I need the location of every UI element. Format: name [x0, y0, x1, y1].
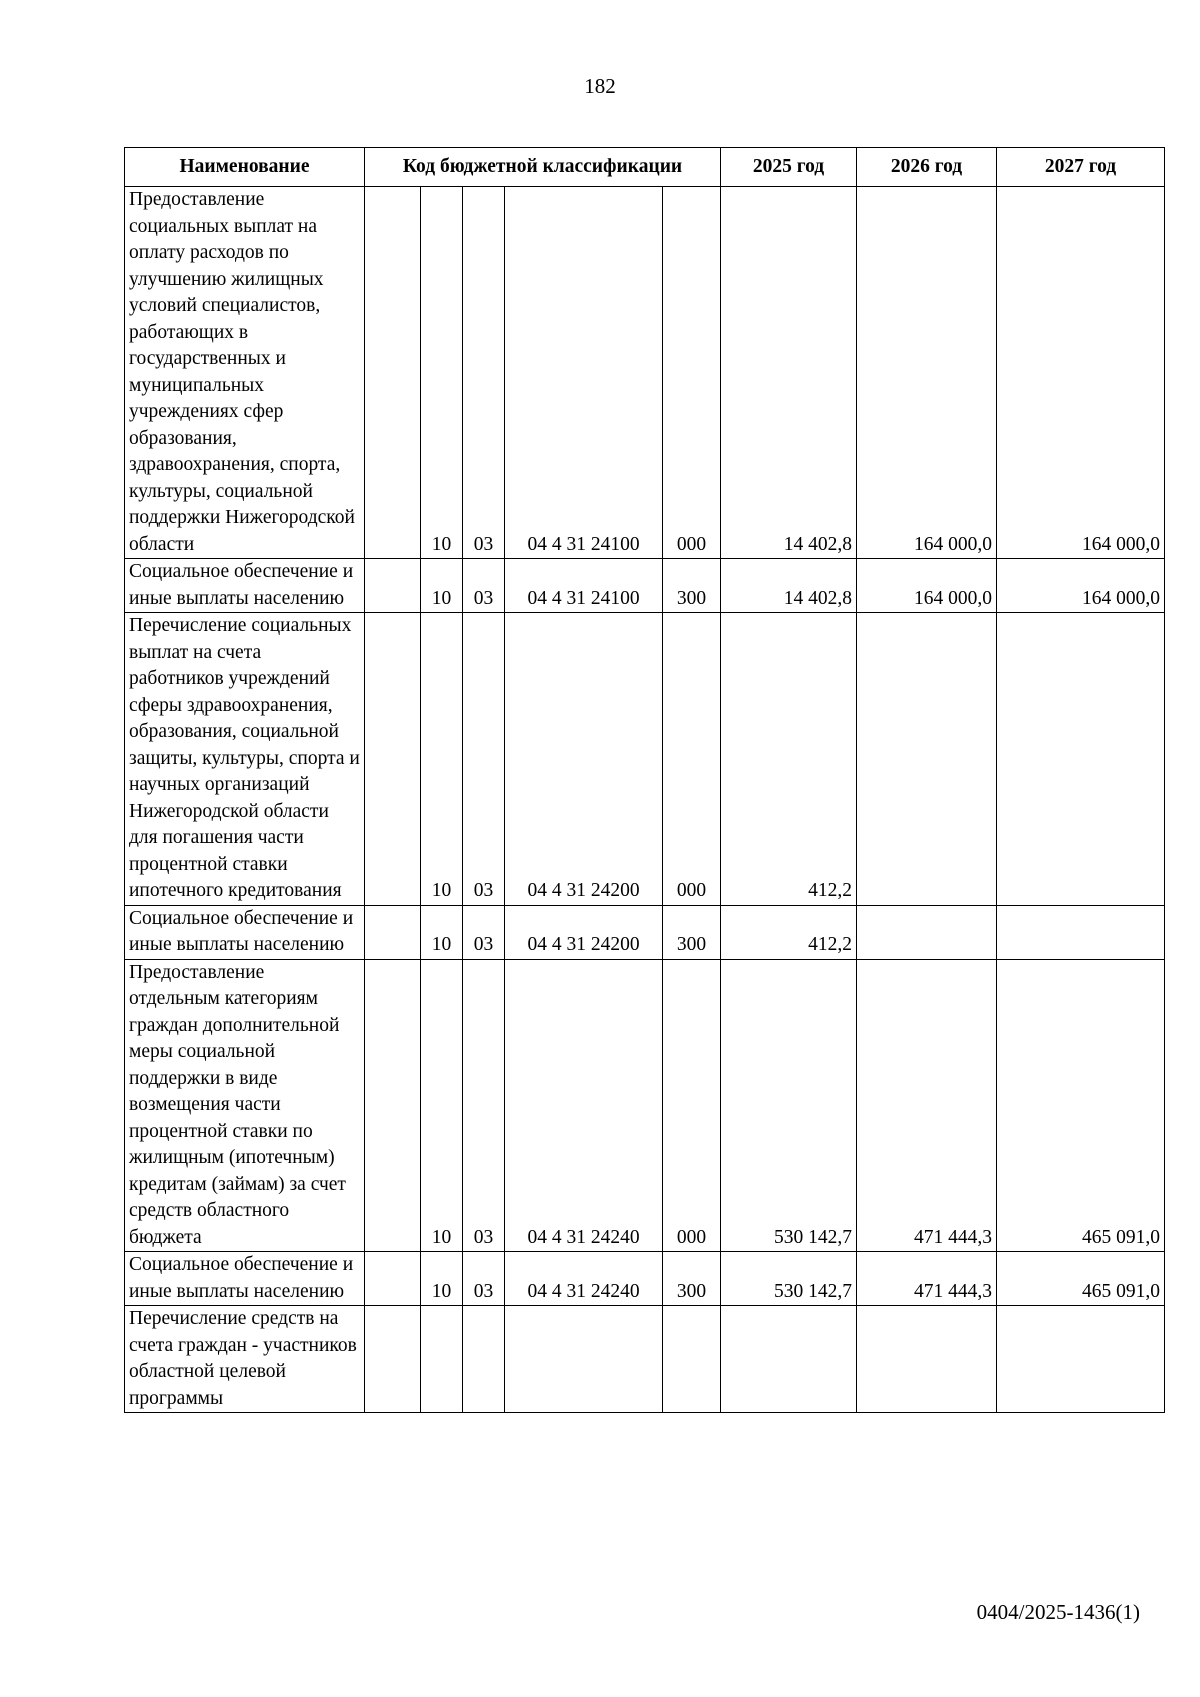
- value-2025: 14 402,8: [721, 187, 857, 559]
- row-name: Социальное обеспечение и иные выплаты населению: [125, 1252, 365, 1306]
- value-2027: [997, 613, 1165, 906]
- table-row: [125, 1306, 1165, 1413]
- code-expense-type: 300: [663, 1252, 721, 1306]
- value-2026: 471 444,3: [857, 1252, 997, 1306]
- code-section: 10: [421, 959, 463, 1252]
- value-2027: 164 000,0: [997, 559, 1165, 613]
- row-name: Социальное обеспечение и иные выплаты населению: [125, 559, 365, 613]
- code-target-article: 04 4 31 24100: [505, 187, 663, 559]
- code-section: 10: [421, 905, 463, 959]
- value-2027: 465 091,0: [997, 959, 1165, 1252]
- document-code: 0404/2025-1436(1): [976, 1600, 1140, 1624]
- table-row: [125, 559, 1165, 613]
- table-header-row: [125, 148, 1165, 187]
- code-section: 10: [421, 559, 463, 613]
- value-2025: 14 402,8: [721, 559, 857, 613]
- row-name: Предоставление социальных выплат на оплату расходов по улучшению жилищных условий специалистов, работающих в государственных и муниципальных учреждениях сфер образования, здравоохранения, спорта, культуры, социальной поддержки Нижегородской области: [125, 187, 365, 559]
- code-target-article: 04 4 31 24240: [505, 959, 663, 1252]
- code-part-1: [365, 613, 421, 906]
- row-name: Перечисление социальных выплат на счета работников учреждений сферы здравоохранения, образования, социальной защиты, культуры, спорта и научных организаций Нижегородской области для погашения части процентной ставки ипотечного кредитования: [125, 613, 365, 906]
- code-expense-type: 300: [663, 905, 721, 959]
- value-2025: 530 142,7: [721, 1252, 857, 1306]
- value-2026: [857, 1306, 997, 1413]
- code-subsection: [463, 1306, 505, 1413]
- table-row: [125, 613, 1165, 906]
- code-target-article: 04 4 31 24200: [505, 613, 663, 906]
- value-2026: 164 000,0: [857, 187, 997, 559]
- value-2026: 164 000,0: [857, 559, 997, 613]
- value-2026: [857, 613, 997, 906]
- header-2026: 2026 год: [857, 148, 997, 187]
- code-part-1: [365, 187, 421, 559]
- value-2027: 164 000,0: [997, 187, 1165, 559]
- code-section: [421, 1306, 463, 1413]
- row-name: Социальное обеспечение и иные выплаты населению: [125, 905, 365, 959]
- code-expense-type: 300: [663, 559, 721, 613]
- code-subsection: 03: [463, 187, 505, 559]
- header-code: Код бюджетной классификации: [365, 148, 721, 187]
- code-part-1: [365, 559, 421, 613]
- code-part-1: [365, 1306, 421, 1413]
- table-row: [125, 959, 1165, 1252]
- code-target-article: [505, 1306, 663, 1413]
- table-row: [125, 187, 1165, 559]
- code-part-1: [365, 959, 421, 1252]
- value-2026: 471 444,3: [857, 959, 997, 1252]
- code-expense-type: [663, 1306, 721, 1413]
- table-row: [125, 905, 1165, 959]
- row-name: Предоставление отдельным категориям граждан дополнительной меры социальной поддержки в виде возмещения части процентной ставки по жилищным (ипотечным) кредитам (займам) за счет средств областного бюджета: [125, 959, 365, 1252]
- code-subsection: 03: [463, 905, 505, 959]
- table-row: [125, 1252, 1165, 1306]
- code-target-article: 04 4 31 24100: [505, 559, 663, 613]
- code-subsection: 03: [463, 613, 505, 906]
- code-section: 10: [421, 613, 463, 906]
- code-subsection: 03: [463, 559, 505, 613]
- budget-table: [124, 147, 1165, 1413]
- code-section: 10: [421, 187, 463, 559]
- header-name: Наименование: [125, 148, 365, 187]
- header-2027: 2027 год: [997, 148, 1165, 187]
- code-expense-type: 000: [663, 187, 721, 559]
- code-target-article: 04 4 31 24200: [505, 905, 663, 959]
- value-2027: [997, 905, 1165, 959]
- value-2026: [857, 905, 997, 959]
- row-name: Перечисление средств на счета граждан - участников областной целевой программы: [125, 1306, 365, 1413]
- header-2025: 2025 год: [721, 148, 857, 187]
- value-2025: 530 142,7: [721, 959, 857, 1252]
- code-expense-type: 000: [663, 613, 721, 906]
- code-part-1: [365, 1252, 421, 1306]
- value-2025: [721, 1306, 857, 1413]
- page-number: 182: [584, 74, 616, 98]
- value-2025: 412,2: [721, 905, 857, 959]
- code-section: 10: [421, 1252, 463, 1306]
- code-subsection: 03: [463, 1252, 505, 1306]
- value-2025: 412,2: [721, 613, 857, 906]
- code-subsection: 03: [463, 959, 505, 1252]
- code-expense-type: 000: [663, 959, 721, 1252]
- code-part-1: [365, 905, 421, 959]
- value-2027: 465 091,0: [997, 1252, 1165, 1306]
- value-2027: [997, 1306, 1165, 1413]
- code-target-article: 04 4 31 24240: [505, 1252, 663, 1306]
